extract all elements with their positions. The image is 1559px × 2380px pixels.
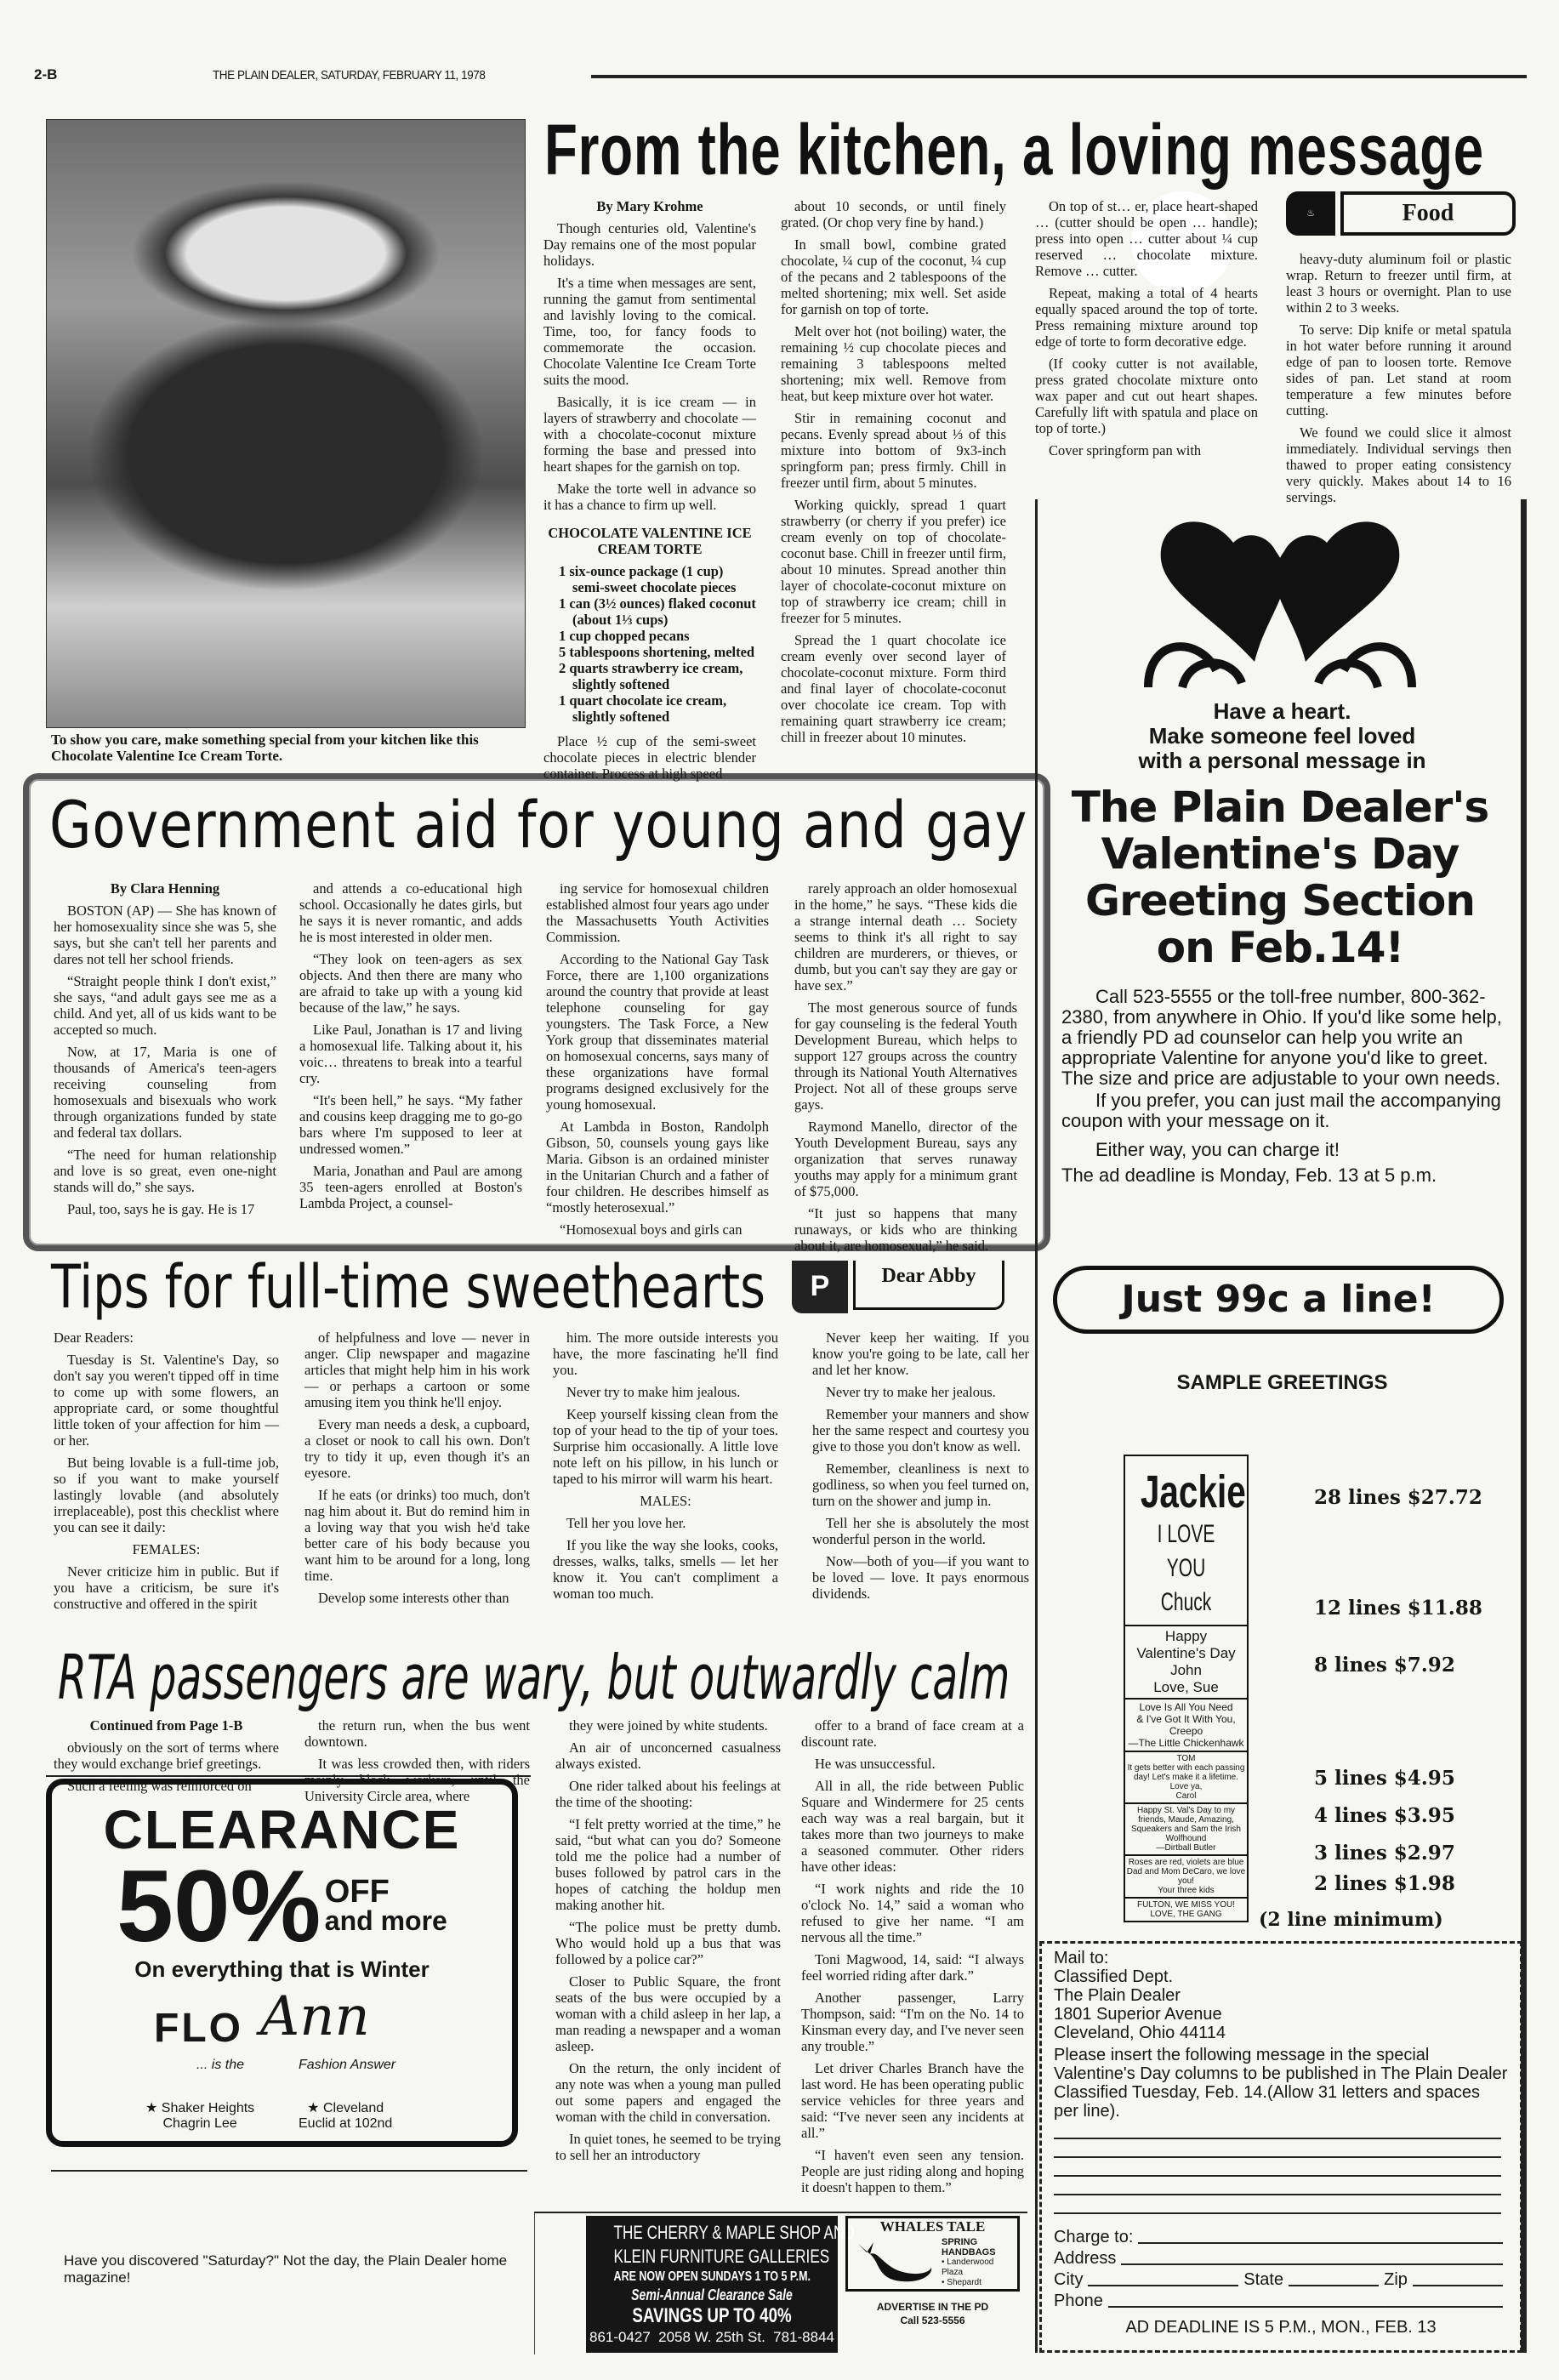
paragraph: Repeat, making a total of 4 hearts equally spaced around the top of torte. Press remaining mixture around top edge of torte to form decorative edge. <box>1035 285 1258 350</box>
paragraph: Now—both of you—if you want to be loved — love. It pays enormous dividends. <box>812 1553 1029 1602</box>
paragraph: The most generous source of funds for gay counseling is the federal Youth Development Bureau, which helps to support 127 groups across the country through its National Youth Alternatives Project. Not all of these groups serve gays. <box>794 999 1017 1113</box>
paragraph: Never keep her waiting. If you know you're going to be late, call her and let her know. <box>812 1329 1029 1378</box>
sample-greetings-title: SAMPLE GREETINGS <box>1176 1371 1388 1394</box>
paragraph: the return run, when the bus went downtown. <box>304 1717 530 1750</box>
title-line: Valentine's Day <box>1101 829 1459 879</box>
field-label: Zip <box>1384 2270 1408 2289</box>
ad-body <box>1061 987 1512 1186</box>
paragraph: 1801 Superior Avenue <box>1054 2005 1222 2024</box>
paragraph: about 10 seconds, or until finely grated. (Or chop very fine by hand.) <box>781 198 1006 231</box>
clearance-subline: On everything that is Winter <box>134 1956 430 1982</box>
paragraph: It was less crowded then, with riders mainly black workers, until the University Circle area, where <box>304 1756 530 1804</box>
paragraph: Every man needs a desk, a cupboard, a closet or nook to call his own. Don't try to tidy it up, even though it's an eyesore. <box>304 1416 530 1481</box>
paragraph: Though centuries old, Valentine's Day remains one of the most popular holidays. <box>543 220 756 269</box>
ad-line: THE CHERRY & MAPLE SHOP AND <box>613 2222 855 2243</box>
paragraph: and attends a co-educational high school. Occasionally he dates girls, but he says it is never romantic, and adds he is most interested in older men. <box>299 880 522 945</box>
paragraph: —Dirtball Butler <box>1156 1843 1216 1853</box>
paragraph: rarely approach an older homosexual in the home,” he says. “These kids die a strange internal death … Society seems to think it's all right to say children are murderers, or thieves, or dumb, but you can't say they are gay or have sex.” <box>794 880 1017 994</box>
clearance-ad <box>46 1779 518 2147</box>
ad-line: Semi-Annual Clearance Sale <box>631 2286 793 2303</box>
paragraph: 5 tablespoons shortening, melted <box>559 644 755 660</box>
paragraph: 1 quart chocolate ice cream, slightly softened <box>559 692 727 725</box>
paragraph: All in all, the ride between Public Square and Windermere for 25 cents each way was a real bargain, but it takes more than two journeys to make a seasoned commuter. Other riders have other ideas: <box>801 1778 1024 1875</box>
tagline-2: Fashion Answer <box>299 2058 396 2072</box>
lead-line: Make someone feel loved <box>1148 723 1416 749</box>
paragraph: Stir in remaining coconut and pecans. Evenly spread about ⅓ of this mixture into bottom of 9x3-inch springform pan; press firmly. Chill in freezer until firm, about 5 minutes. <box>781 410 1006 491</box>
kitchen-column-2 <box>781 198 1006 764</box>
dear-abby-logo <box>792 1261 1004 1313</box>
title-line: Greeting Section <box>1085 876 1475 925</box>
food-label: Food <box>1340 191 1516 236</box>
kitchen-headline: From the kitchen, a loving message <box>544 110 1484 190</box>
charge-to-field[interactable] <box>1054 2226 1508 2247</box>
gov-column-4 <box>794 880 1017 1254</box>
continued-note: Continued from Page 1-B <box>89 1717 243 1734</box>
paragraph: Dad and Mom DeCaro, we love you! <box>1126 1867 1246 1886</box>
tips-column-3 <box>553 1329 778 1640</box>
paragraph: Toni Magwood, 14, said: “I always feel worried riding after dark.” <box>801 1951 1024 1984</box>
paragraph: LOVE, THE GANG <box>1150 1910 1222 1919</box>
paragraph: Mail to: <box>1054 1949 1109 1967</box>
paragraph: But being lovable is a full-time job, so if you want to make yourself lastingly lovable (and absolutely irreplaceable), post this checklist where you can see it daily: <box>54 1455 279 1535</box>
paragraph: Maria, Jonathan and Paul are among 35 teen-agers enrolled at Boston's Lambda Project, a counsel- <box>299 1163 522 1211</box>
paragraph: Love Is All You Need <box>1139 1701 1233 1713</box>
paragraph: “I work nights and ride the 10 o'clock No. 14,” said a woman who refused to give her name. “I am nervous all the time.” <box>801 1881 1024 1945</box>
sample-greeting <box>1125 1625 1247 1698</box>
paragraph: On the return, the only incident of any note was when a young man pulled out some papers and engaged the woman with the child in conversation. <box>555 2060 781 2125</box>
paragraph: Let driver Charles Branch have the last word. He has been operating public service vehicles for three years and said: “I've never seen any incidents at all.” <box>801 2060 1024 2141</box>
divider <box>534 2212 535 2354</box>
location-1: ★ Shaker Heights <box>145 2101 255 2115</box>
ad-paragraph: Call 523-5555 or the toll-free number, 800-362-2380, from anywhere in Ohio. If you'd like some help, a friendly PD ad counselor can help you write an appropriate Valentine for anyone you'd like to greet. The size and price are adjustable to your own needs. <box>1061 986 1502 1089</box>
kitchen-column-1 <box>543 198 756 782</box>
tips-headline: Tips for full-time sweethearts <box>51 1252 765 1322</box>
paragraph: Your three kids <box>1158 1886 1215 1895</box>
paragraph: Tell her you love her. <box>566 1515 686 1531</box>
paragraph: 1 cup chopped pecans <box>559 628 690 644</box>
sample-greeting <box>1125 1456 1247 1625</box>
paragraph: “Straight people think I don't exist,” she says, “and adult gays see me as a child. And yet, all of us kids want to be accepted so much. <box>54 973 276 1038</box>
dateline: THE PLAIN DEALER, SATURDAY, FEBRUARY 11, 1978 <box>213 68 486 83</box>
price-banner-text: Just 99c a line! <box>1121 1278 1436 1321</box>
order-coupon[interactable] <box>1039 1941 1522 2353</box>
paragraph: “It just so happens that many runaways, or kids who are thinking about it, are homosexual,” he said. <box>794 1205 1017 1254</box>
paragraph: Happy St. Val's Day to my friends, Maude, Amazing, Squeakers and Sam the Irish Wolfhound <box>1131 1806 1241 1843</box>
ad-lead <box>1046 699 1518 773</box>
paragraph: 1 can (3½ ounces) flaked coconut (about 1⅓ cups) <box>559 595 756 628</box>
paragraph: (If cooky cutter is not available, press grated chocolate mixture onto wax paper and cut out heart shapes. Carefully lift with spatula and place on top of torte.) <box>1035 356 1258 436</box>
paragraph: “The need for human relationship and love is so great, even one-night stands will do,” she says. <box>54 1147 276 1195</box>
paragraph: Another passenger, Larry Thompson, said: “I'm on the No. 14 to Kinsman every day, and I've never seen any trouble.” <box>801 1990 1024 2054</box>
paragraph: He was unsuccessful. <box>815 1756 936 1772</box>
title-line: on Feb.14! <box>1156 923 1404 972</box>
advertise-phone: Call 523-5556 <box>900 2315 965 2326</box>
ad-line: ARE NOW OPEN SUNDAYS 1 TO 5 P.M. <box>613 2269 811 2284</box>
tips-column-1 <box>54 1329 279 1640</box>
coupon-instructions: Please insert the following message in the special Valentine's Day columns to be published in The Plain Dealer Classified Tuesday, Feb. 14.(Allow 31 letters and spaces per line). <box>1054 2046 1508 2121</box>
paragraph: “It's been hell,” he says. “My father and cousins keep dragging me to go-go bars where I'm supposed to leer at undressed women.” <box>299 1092 522 1157</box>
ad-line: KLEIN FURNITURE GALLERIES <box>613 2246 830 2267</box>
paragraph: Now, at 17, Maria is one of thousands of America's teen-agers receiving counseling from homosexuals and bisexuals who work through organizations funded by state and federal tax dollars. <box>54 1044 276 1141</box>
byline: By Clara Henning <box>110 880 220 897</box>
paragraph: 1 six-ounce package (1 cup) semi-sweet chocolate pieces <box>559 563 737 595</box>
saturday-magazine-promo: Have you discovered "Saturday?" Not the day, the Plain Dealer home magazine! <box>64 2252 508 2286</box>
paragraph: Tell her she is absolutely the most wonderful person in the world. <box>812 1515 1029 1547</box>
field-label: City <box>1054 2270 1084 2289</box>
rta-column-1 <box>54 1717 279 1794</box>
paragraph: At Lambda in Boston, Randolph Gibson, 50, counsels young gays like Maria. Gibson is an ordained minister in the Unitarian Church and a father of four children. He describes himself as “mostly heterosexual.” <box>546 1119 769 1216</box>
paragraph: they were joined by white students. <box>569 1717 768 1734</box>
paragraph: It gets better with each passing day! Let's make it a lifetime. <box>1127 1763 1245 1782</box>
location-2: ★ Cleveland <box>307 2101 384 2115</box>
price-line: 4 lines $3.95 <box>1314 1804 1455 1827</box>
field-label: Charge to: <box>1054 2228 1134 2246</box>
message-line-1[interactable] <box>1054 2121 1501 2139</box>
gov-column-3 <box>546 880 769 1238</box>
paragraph: Classified Dept. <box>1054 1967 1174 1986</box>
paragraph: him. The more outside interests you have, the more fascinating he'll find you. <box>553 1329 778 1378</box>
address-field[interactable] <box>1054 2247 1508 2269</box>
and-more-label: and more <box>324 1905 447 1936</box>
message-line-3[interactable] <box>1054 2158 1501 2177</box>
ad-line: SAVINGS UP TO 40% <box>632 2304 792 2327</box>
address: 2058 W. 25th St. <box>658 2329 765 2345</box>
food-icon: ♨ <box>1286 191 1335 236</box>
paragraph: Remember your manners and show her the same respect and courtesy you give to those you don't know as well. <box>812 1406 1029 1455</box>
sample-greeting <box>1125 1698 1247 1751</box>
ad-deadline: The ad deadline is Monday, Feb. 13 at 5 p.m. <box>1061 1164 1437 1186</box>
gov-column-1 <box>54 880 276 1238</box>
paragraph: MALES: <box>640 1493 691 1509</box>
paragraph: “The police must be pretty dumb. Who would hold up a bus that was followed by a police car?” <box>555 1919 781 1967</box>
byline: By Mary Krohme <box>596 198 703 214</box>
discount-percent: 50% <box>117 1849 321 1963</box>
mailing-address <box>1054 1949 1508 2042</box>
sample-greeting <box>1125 1854 1247 1897</box>
paragraph: Cover springform pan with <box>1049 442 1202 458</box>
brand-script: Ann <box>260 1985 370 2048</box>
hearts-icon <box>1131 509 1429 696</box>
rta-column-2 <box>304 1717 530 1804</box>
paragraph: One rider talked about his feelings at the time of the shooting: <box>555 1778 781 1810</box>
phone-number: 861-0427 <box>589 2329 651 2345</box>
paragraph: BOSTON (AP) — She has known of her homosexuality since she was 5, she says, but she can't tell her parents and dares not tell her school friends. <box>54 902 276 967</box>
lead-line: Have a heart. <box>1213 698 1351 724</box>
paragraph: Paul, too, says he is gay. He is 17 <box>67 1201 255 1217</box>
paragraph: Spread the 1 quart chocolate ice cream evenly over second layer of chocolate-coconut mixture. Form third and final layer of chocolate-coconut over chocolate ice cream. Top with remaining quart strawberry ice cream; chill in freezer about 10 minutes. <box>781 632 1006 745</box>
phone-field[interactable] <box>1054 2290 1508 2311</box>
phone-number: 781-8844 <box>773 2329 834 2345</box>
torte-photo <box>46 119 526 728</box>
price-banner <box>1053 1266 1504 1334</box>
whales-tale-ad <box>845 2216 1020 2292</box>
pd-logo-icon: P <box>792 1261 848 1313</box>
paragraph: An air of unconcerned casualness always existed. <box>555 1739 781 1772</box>
photo-caption: To show you care, make something special from your kitchen like this Chocolate Valentine Ice Cream Torte. <box>51 732 479 764</box>
price-line: 28 lines $27.72 <box>1314 1486 1482 1509</box>
paragraph: Develop some interests other than <box>318 1590 509 1606</box>
tips-column-4 <box>812 1329 1029 1640</box>
rta-column-4 <box>801 1717 1024 2211</box>
paragraph: In small bowl, combine grated chocolate, ¼ cup of the coconut, ¼ cup of the pecans and 2 tablespoons of the melted shortening; mix well. Set aside for garnish on top of torte. <box>781 236 1006 317</box>
paragraph: In quiet tones, he seemed to be trying to sell her an introductory <box>555 2131 781 2163</box>
brand-name: FLO <box>154 2006 243 2051</box>
paragraph: Cleveland, Ohio 44114 <box>1054 2024 1226 2042</box>
greeting-line: Chuck <box>1160 1588 1212 1616</box>
paragraph: The Plain Dealer <box>1054 1986 1181 2005</box>
sample-greetings-box <box>1124 1455 1249 1922</box>
page-number: 2-B <box>34 66 58 83</box>
paragraph: Never try to make him jealous. <box>566 1384 741 1400</box>
greeting-section-title <box>1042 784 1518 971</box>
paragraph: Make the torte well in advance so it has a chance to firm up well. <box>543 481 756 513</box>
paragraph: “I haven't even seen any tension. People are just riding along and hoping it doesn't happen to them.” <box>801 2147 1024 2195</box>
title-line: The Plain Dealer's <box>1071 783 1489 832</box>
paragraph: Dear Readers: <box>54 1329 134 1346</box>
kitchen-column-3 <box>1035 198 1258 487</box>
paragraph: Never criticize him in public. But if you have a criticism, be sure it's constructive and offered in the spirit <box>54 1563 279 1612</box>
paragraph: “I felt pretty worried at the time,” he said, “but what can you do? Someone told me the police had a number of buses followed by patrol cars in the hopes of catching the holdup men making another hit. <box>555 1816 781 1913</box>
food-section-logo <box>1286 191 1516 236</box>
ad-line: • Landerwood Plaza <box>942 2258 994 2277</box>
field-label: Phone <box>1054 2292 1103 2310</box>
paragraph: “They look on teen-agers as sex objects. And then there are many who are afraid to take up with a young kid because of the law,” he says. <box>299 951 522 1016</box>
paragraph: heavy-duty aluminum foil or plastic wrap. Return to freezer until firm, at least 3 hours or overnight. Plan to use within 2 to 3 weeks. <box>1286 251 1511 316</box>
sample-greeting <box>1125 1802 1247 1854</box>
paragraph: Closer to Public Square, the front seats of the bus were occupied by a woman with a child asleep in her lap, a man reading a newspaper and a woman asleep. <box>555 1973 781 2054</box>
paragraph: To serve: Dip knife or metal spatula in hot water before running it around edge of pan to loosen torte. Remove sides of pan. Let stand at room temperature a few minutes before cutting. <box>1286 322 1511 418</box>
city-state-zip-field[interactable] <box>1054 2269 1508 2290</box>
price-line: 5 lines $4.95 <box>1314 1767 1455 1790</box>
gov-column-2 <box>299 880 522 1238</box>
paragraph: Like Paul, Jonathan is 17 and living a homosexual life. Talking about it, his voic… threatens to break into a tearful cry. <box>299 1022 522 1086</box>
divider <box>534 2212 1027 2213</box>
price-line: 8 lines $7.92 <box>1314 1654 1455 1677</box>
paragraph: Remember, cleanliness is next to godliness, so when you feel turned on, turn on the shower and jump in. <box>812 1460 1029 1509</box>
flo-ann-logo <box>52 1985 512 2092</box>
paragraph: ing service for homosexual children established almost four years ago under the Massachusetts Youth Activities Commission. <box>546 880 769 945</box>
message-line-4[interactable] <box>1054 2177 1501 2195</box>
paragraph: Happy <box>1164 1628 1208 1644</box>
paragraph: John <box>1170 1662 1202 1678</box>
paragraph: Tuesday is St. Valentine's Day, so don't say you weren't tipped off in time to come up with some flowers, an appropriate card, or some thoughtful little token of your affection for him — or her. <box>54 1352 279 1449</box>
recipe-title: CHOCOLATE VALENTINE ICE CREAM TORTE <box>548 525 752 557</box>
paragraph: Valentine's Day <box>1136 1645 1236 1661</box>
paragraph: According to the National Gay Task Force, there are 1,100 organizations around the country that provide at least telephone counseling for gay youngsters. The Task Force, a New York group that disseminates material on homosexual concerns, says many of these organizations have formal programs designed exclusively for the young homosexual. <box>546 951 769 1113</box>
ad-paragraph: If you prefer, you can just mail the accompanying coupon with your message on it. <box>1061 1090 1501 1131</box>
minimum-note: (2 line minimum) <box>1259 1909 1443 1931</box>
sample-greeting <box>1125 1897 1247 1921</box>
paragraph: Love, Sue <box>1153 1679 1219 1695</box>
tagline-1: ... is the <box>196 2058 245 2072</box>
paragraph: Melt over hot (not boiling) water, the remaining ½ cup chocolate pieces and remaining 3 tablespoons melted shortening; mix well. Remove from heat, but keep mixture over hot water. <box>781 323 1006 404</box>
paragraph: FEMALES: <box>132 1541 201 1557</box>
paragraph: 2 quarts strawberry ice cream, slightly softened <box>559 660 743 692</box>
whale-icon <box>851 2237 936 2288</box>
paragraph: Creepo <box>1169 1725 1203 1737</box>
advertise-line: ADVERTISE IN THE PD <box>876 2301 989 2313</box>
location-2-detail: Euclid at 102nd <box>299 2116 393 2131</box>
paragraph: If he eats (or drinks) too much, don't nag him about it. But do remind him in a loving way that you wish he'd take better care of his body because you want him to be around for a long, long time. <box>304 1487 530 1584</box>
kitchen-column-4 <box>1286 251 1511 505</box>
paragraph: Never try to make her jealous. <box>826 1384 996 1400</box>
gov-headline: Government aid for young and gay <box>49 787 1028 863</box>
paragraph: Keep yourself kissing clean from the top of your head to the tip of your toes. Surprise him occasionally. A little love note left on his pillow, in his lunch or taped to his mirror will warm his heart. <box>553 1406 778 1487</box>
paragraph: Carol <box>1175 1791 1197 1801</box>
ad-line: SPRING <box>942 2237 978 2247</box>
paragraph: —The Little Chickenhawk <box>1128 1737 1244 1749</box>
ad-title: WHALES TALE <box>879 2218 986 2235</box>
coupon-deadline: AD DEADLINE IS 5 P.M., MON., FEB. 13 <box>1125 2318 1437 2337</box>
divider <box>51 2170 527 2172</box>
price-line: 12 lines $11.88 <box>1314 1597 1482 1620</box>
paragraph: Raymond Manello, director of the Youth Development Bureau, says any organization that serves runaway youths may apply for a minimum grant of $75,000. <box>794 1119 1017 1199</box>
paragraph: On top of st… er, place heart-shaped … (cutter should be open … handle); press into open … cutter about ¼ cup reserved … chocolate mixture. Remove … cutter. <box>1035 198 1258 279</box>
lead-line: with a personal message in <box>1138 748 1426 773</box>
advertise-notice <box>845 2300 1020 2327</box>
ad-line: • Shepardt <box>942 2278 981 2287</box>
paragraph: If you like the way she looks, cooks, dresses, walks, talks, smells — let her know it. You can't compliment a woman too much. <box>553 1537 778 1602</box>
paragraph: Love ya, <box>1169 1782 1203 1791</box>
message-line-2[interactable] <box>1054 2139 1501 2158</box>
paragraph: & I've Got It With You, <box>1136 1713 1236 1725</box>
tips-column-2 <box>304 1329 530 1640</box>
paragraph: Such a feeling was reinforced on <box>67 1778 252 1794</box>
paragraph: obviously on the sort of terms where they would exchange brief greetings. <box>54 1739 279 1772</box>
off-label: OFF <box>324 1874 390 1910</box>
greeting-line: I LOVE <box>1157 1520 1215 1548</box>
paragraph: Working quickly, spread 1 quart strawberry (or cherry if you prefer) ice cream evenly on top of chocolate-coconut base. Chill in freezer until firm, about 10 minutes. Spread another thin layer of chocolate-coconut mixture on top of strawberry ice cream; chill in freezer for 5 minutes. <box>781 497 1006 626</box>
ad-paragraph: Either way, you can charge it! <box>1095 1139 1340 1160</box>
sample-greeting <box>1125 1751 1247 1802</box>
location-1-detail: Chagrin Lee <box>162 2116 237 2131</box>
cherry-maple-ad <box>586 2216 855 2353</box>
header-rule <box>591 75 1527 78</box>
paragraph: FULTON, WE MISS YOU! <box>1136 1900 1235 1910</box>
field-label: State <box>1243 2270 1283 2289</box>
message-line-5[interactable] <box>1054 2195 1501 2214</box>
price-line: 3 lines $2.97 <box>1314 1842 1455 1865</box>
page-header <box>34 66 1527 87</box>
paragraph: of helpfulness and love — never in anger. Clip newspaper and magazine articles that might help him in his work — or perhaps a cartoon or some amusing item you think he'll enjoy. <box>304 1329 530 1410</box>
rta-headline: RTA passengers are wary, but outwardly calm <box>58 1642 1010 1713</box>
clearance-title: CLEARANCE <box>103 1799 461 1860</box>
paragraph: Roses are red, violets are blue <box>1128 1858 1244 1867</box>
paragraph: Place ½ cup of the semi-sweet chocolate pieces in electric blender container. Process at high speed <box>543 733 756 782</box>
greeting-line: YOU <box>1166 1554 1206 1582</box>
paragraph: offer to a brand of face cream at a discount rate. <box>801 1717 1024 1750</box>
paragraph: “Homosexual boys and girls can <box>560 1221 743 1238</box>
greeting-line: Jackie <box>1140 1466 1246 1517</box>
paragraph: Basically, it is ice cream — in layers of strawberry and chocolate — with a chocolate-coconut mixture forming the base and pressed into heart shapes for the garnish on top. <box>543 394 756 475</box>
paragraph: TOM <box>1176 1754 1196 1763</box>
paragraph: We found we could slice it almost immediately. Individual servings then thawed to proper eating consistency very quickly. Makes about 14 to 16 servings. <box>1286 424 1511 505</box>
paragraph: It's a time when messages are sent, running the gamut from sentimental and lavishly loving to the comical. Time, too, for fancy foods to commemorate the occasion. Chocolate Valentine Ice Cream Torte suits the mood. <box>543 275 756 388</box>
rta-column-3 <box>555 1717 781 2211</box>
ingredient-list <box>543 563 756 725</box>
field-label: Address <box>1054 2249 1117 2268</box>
price-line: 2 lines $1.98 <box>1314 1872 1455 1895</box>
dear-abby-label: Dear Abby <box>853 1261 1004 1310</box>
ad-line: HANDBAGS <box>942 2247 996 2258</box>
